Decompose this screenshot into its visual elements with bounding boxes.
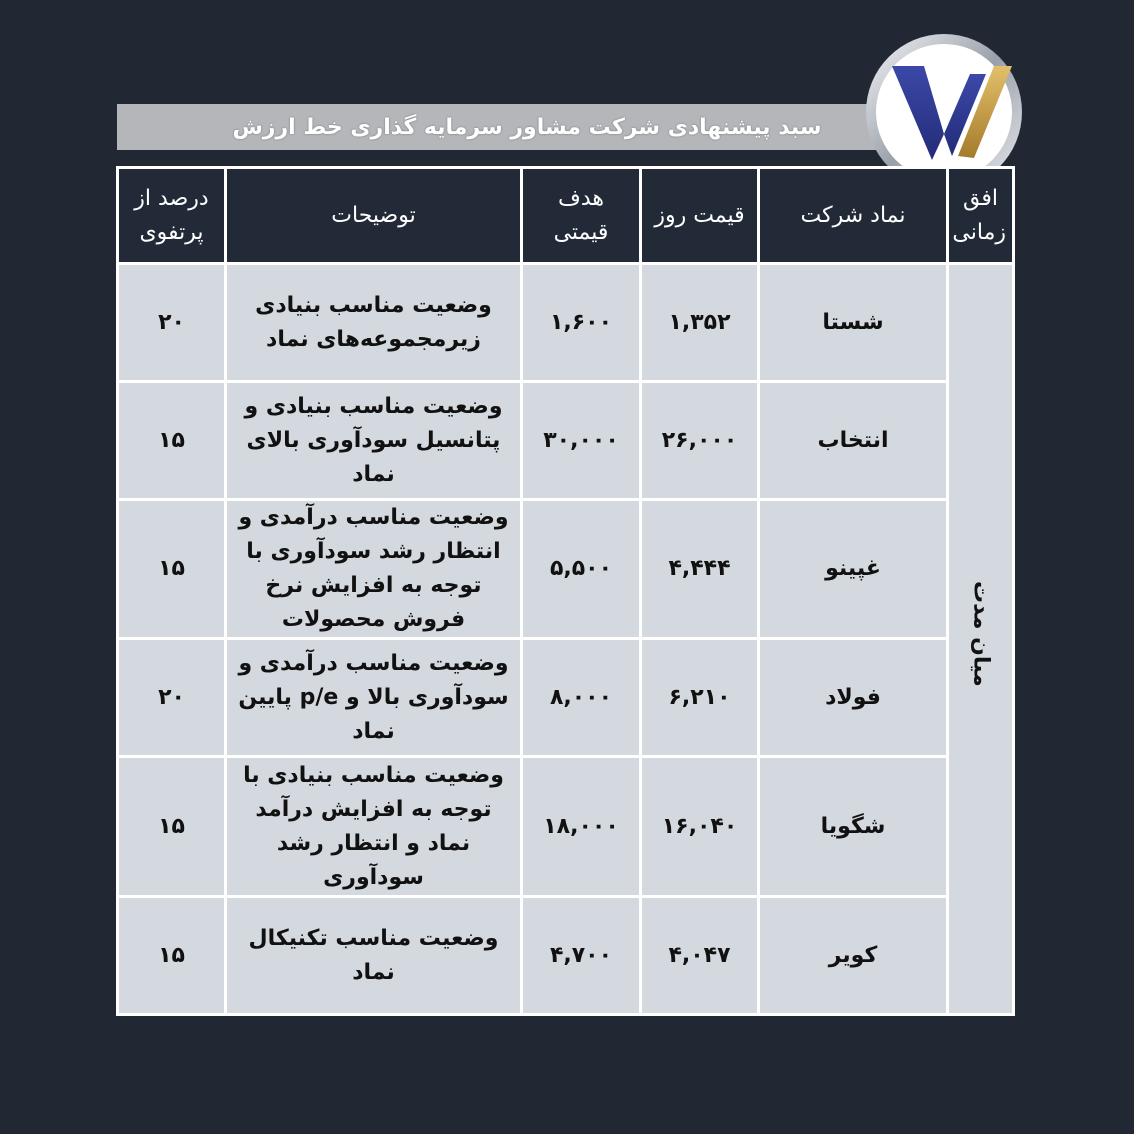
header-percent: درصد از پرتفوی — [118, 168, 226, 264]
description-cell: وضعیت مناسب تکنیکال نماد — [226, 897, 522, 1015]
price-cell: ۱,۳۵۲ — [641, 264, 759, 382]
symbol-cell: غپینو — [759, 500, 948, 639]
description-cell: وضعیت مناسب بنیادی زیرمجموعه‌های نماد — [226, 264, 522, 382]
description-cell: وضعیت مناسب بنیادی با توجه به افزایش درآمد نماد و انتظار رشد سودآوری — [226, 757, 522, 897]
description-cell: وضعیت مناسب بنیادی و پتانسیل سودآوری بالای نماد — [226, 382, 522, 500]
symbol-cell: انتخاب — [759, 382, 948, 500]
percent-cell: ۱۵ — [118, 382, 226, 500]
table-row — [118, 500, 1014, 639]
table-row — [118, 264, 1014, 382]
symbol-cell: کویر — [759, 897, 948, 1015]
table-row — [118, 897, 1014, 1015]
table-row — [118, 639, 1014, 757]
target-cell: ۳۰,۰۰۰ — [522, 382, 641, 500]
percent-cell: ۲۰ — [118, 639, 226, 757]
price-cell: ۴,۴۴۴ — [641, 500, 759, 639]
target-cell: ۱,۶۰۰ — [522, 264, 641, 382]
header-price: قیمت روز — [641, 168, 759, 264]
portfolio-table — [116, 166, 1015, 1016]
percent-cell: ۱۵ — [118, 897, 226, 1015]
table-header-row — [118, 168, 1014, 264]
percent-cell: ۱۵ — [118, 500, 226, 639]
symbol-cell: فولاد — [759, 639, 948, 757]
description-cell: وضعیت مناسب درآمدی و سودآوری بالا و p/e پایین نماد — [226, 639, 522, 757]
description-cell: وضعیت مناسب درآمدی و انتظار رشد سودآوری با توجه به افزایش نرخ فروش محصولات — [226, 500, 522, 639]
price-cell: ۴,۰۴۷ — [641, 897, 759, 1015]
header-symbol: نماد شرکت — [759, 168, 948, 264]
price-cell: ۶,۲۱۰ — [641, 639, 759, 757]
header-description: توضیحات — [226, 168, 522, 264]
target-cell: ۵,۵۰۰ — [522, 500, 641, 639]
horizon-cell — [948, 264, 1014, 1015]
header-horizon: افق زمانی — [948, 168, 1014, 264]
price-cell: ۱۶,۰۴۰ — [641, 757, 759, 897]
price-cell: ۲۶,۰۰۰ — [641, 382, 759, 500]
header-target: هدف قیمتی — [522, 168, 641, 264]
table-row — [118, 382, 1014, 500]
percent-cell: ۱۵ — [118, 757, 226, 897]
symbol-cell: شستا — [759, 264, 948, 382]
target-cell: ۴,۷۰۰ — [522, 897, 641, 1015]
table-row — [118, 757, 1014, 897]
page-title: سبد پیشنهادی شرکت مشاور سرمایه گذاری خط ارزش — [117, 104, 877, 150]
target-cell: ۱۸,۰۰۰ — [522, 757, 641, 897]
horizon-value: میان مدت — [968, 580, 994, 687]
symbol-cell: شگویا — [759, 757, 948, 897]
percent-cell: ۲۰ — [118, 264, 226, 382]
target-cell: ۸,۰۰۰ — [522, 639, 641, 757]
